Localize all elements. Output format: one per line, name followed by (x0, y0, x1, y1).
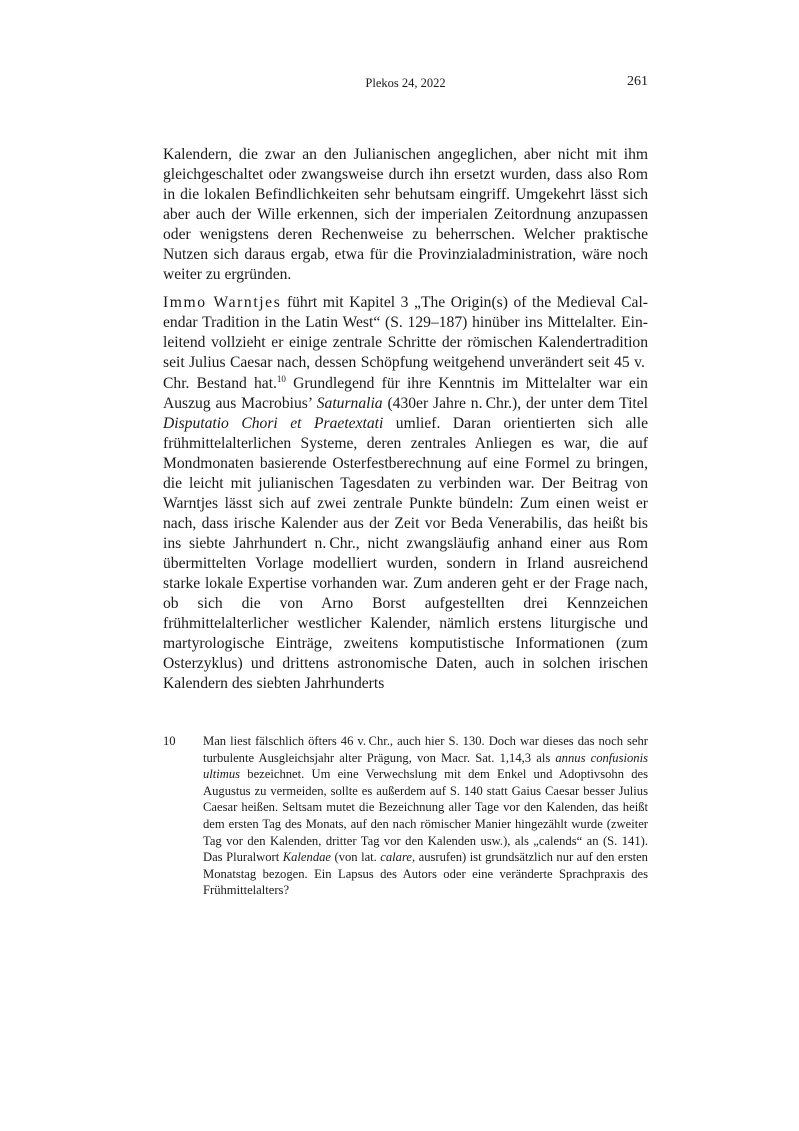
page-number: 261 (627, 74, 648, 89)
running-head (163, 74, 648, 92)
footnotes (163, 733, 648, 899)
text-segment: Kalendern, die zwar an den Julianischen angeglichen, aber nicht mit ihm gleichgeschaltet oder zwangsweise durch ihn ersetzt wurden, dass also Rom in die lokalen Befindlichkeiten sehr behutsam eingriff. Umgekehrt lässt sich aber auch der Wille erkennen, sich der imperialen Zeitordnung anzupassen oder wenigstens deren Rechenweise zu beherrschen. Welcher praktische Nutzen sich daraus ergab, etwa für die Provinzialadministration, wäre noch weiter zu ergründen. (163, 146, 648, 284)
text-segment: Man liest fälschlich öfters 46 v. Chr., auch hier S. 130. Doch war dieses das noch sehr turbulente Ausgleichsjahr alter Prägung, von Macr. Sat. 1,14,3 als (203, 734, 648, 765)
text-segment: umlief. Daran orientierten sich alle frühmittelalterlichen Systeme, deren zentrales Anliegen es war, die auf Mondmonaten basierende Osterfestberechnung auf eine Formel zu bringen, die leicht mit julianischen Tagesdaten zu verbinden war. Der Beitrag von Warntjes lässt sich auf zwei zentrale Punkte bündeln: Zum einen weist er nach, dass irische Kalender aus der Zeit vor Beda Venerabilis, das heißt bis ins siebte Jahrhundert n. Chr., nicht zwangsläufig anhand einer aus Rom übermittelten Vorlage modelliert wurden, sondern in Irland ausreichend starke lokale Expertise vorhanden war. Zum anderen geht er der Frage nach, ob sich die von Arno Borst aufgestellten drei Kennzeichen frühmittelalterlicher westlicher Kalender, nämlich erstens liturgische und martyrologische Einträge, zweitens komputistische Informationen (zum Osterzyklus) und drittens astronomische Daten, auch in solchen irischen Kalendern des siebten Jahrhunderts (163, 414, 648, 693)
italic-latin-phrase: annus confusionis ultimus (203, 750, 648, 782)
italic-title-saturnalia: Saturnalia (316, 394, 383, 412)
footnote-text (203, 733, 648, 899)
footnote-10 (163, 733, 648, 899)
text-segment: (430er Jahre n. Chr.), der unter dem Titel (382, 394, 648, 412)
body-text (163, 145, 648, 694)
paragraph-1 (163, 145, 648, 285)
paragraph-2 (163, 293, 648, 694)
text-segment: bezeichnet. Um eine Verwechslung mit dem Enkel und Adoptivsohn des Augustus zu vermeiden, sollte es außerdem auf S. 140 statt Gaius Caesar besser Julius Caesar heißen. Seltsam mutet die Bezeichnung aller Tage vor den Kalenden, das heißt dem ersten Tag des Monats, auf den nach römischer Manier hingezählt wurde (zweiter Tag vor den Kalenden, dritter Tag vor den Kalenden usw.), als „calends“ an (S. 141). Das Pluralwort (203, 767, 648, 865)
text-segment: führt mit Kapitel 3 „The Origin(s) of the Medieval Calendar Tradition in the Latin West“ (S. 129–187) hinüber ins Mittelalter. Einleitend vollzieht er einige zentrale Schritte der römischen Kalendertradition seit Julius Caesar nach, dessen Schöpfung weitgehend unverändert seit 45 v. Chr. Bestand hat. (163, 294, 648, 392)
text-segment: , ausrufen) ist grundsätzlich nur auf den ersten Monatstag bezogen. Ein Lapsus des Autors oder eine veränderte Sprachpraxis des Frühmittelalters? (203, 850, 648, 898)
author-name: Immo Warntjes (163, 294, 282, 312)
text-segment: Grundlegend für ihre Kenntnis im Mittelalter war ein Auszug aus Macrobius’ (163, 374, 648, 412)
text-segment: (von lat. (331, 850, 381, 865)
italic-latin-calare: calare (380, 850, 413, 865)
footnote-number: 10 (163, 734, 176, 748)
journal-title: Plekos 24, 2022 (365, 76, 446, 90)
italic-title-disputatio: Disputatio Chori et Praetextati (163, 414, 384, 432)
italic-latin-kalendae: Kalendae (282, 850, 332, 865)
footnote-ref-10[interactable]: 10 (276, 373, 286, 384)
